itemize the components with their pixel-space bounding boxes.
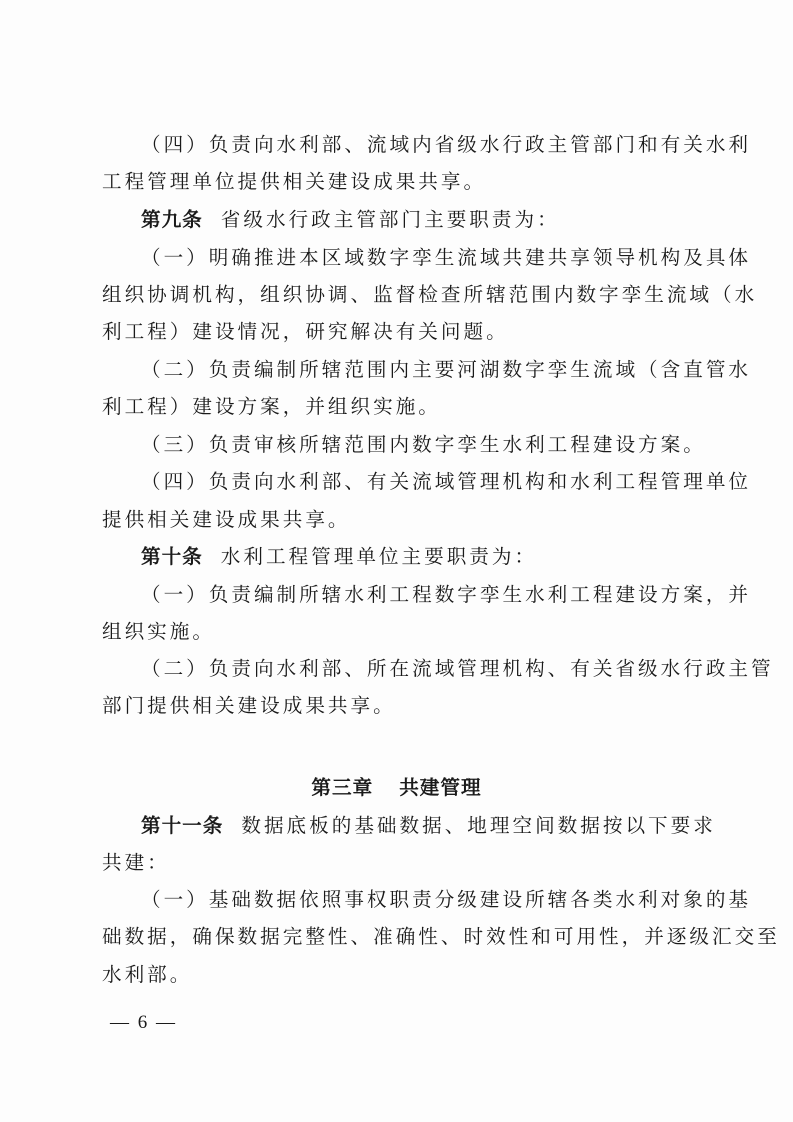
article-11-heading <box>141 814 716 838</box>
page-number: — 6 — <box>110 1012 177 1033</box>
article-label: 第十一条 <box>141 814 224 837</box>
text-line: （二）负责编制所辖范围内主要河湖数字孪生流域（含直管水 <box>141 358 752 381</box>
text-line: （一）明确推进本区域数字孪生流域共建共享领导机构及具体 <box>141 246 752 269</box>
text-line: 提供相关建设成果共享。 <box>102 508 351 531</box>
text-line: 组织实施。 <box>102 620 215 643</box>
text-line: 利工程）建设情况，研究解决有关问题。 <box>102 320 509 343</box>
text-line: 部门提供相关建设成果共享。 <box>102 694 396 717</box>
chapter-heading <box>0 776 793 800</box>
text-line: （四）负责向水利部、流域内省级水行政主管部门和有关水利 <box>141 133 752 156</box>
article-text: 水利工程管理单位主要职责为： <box>220 545 538 568</box>
text-line: 工程管理单位提供相关建设成果共享。 <box>102 170 487 193</box>
chapter-number: 第三章 <box>311 776 374 799</box>
text-line: （四）负责向水利部、有关流域管理机构和水利工程管理单位 <box>141 470 752 493</box>
text-line: 利工程）建设方案，并组织实施。 <box>102 395 441 418</box>
article-label: 第九条 <box>141 208 203 231</box>
article-text: 省级水行政主管部门主要职责为： <box>220 208 560 231</box>
text-line: 水利部。 <box>102 963 193 986</box>
text-line: （一）负责编制所辖水利工程数字孪生水利工程建设方案，并 <box>141 583 752 606</box>
article-label: 第十条 <box>141 545 203 568</box>
article-text: 数据底板的基础数据、地理空间数据按以下要求 <box>241 814 716 837</box>
text-line: 共建： <box>102 851 170 874</box>
text-line: （一）基础数据依照事权职责分级建设所辖各类水利对象的基 <box>141 888 752 911</box>
text-line: 础数据，确保数据完整性、准确性、时效性和可用性，并逐级汇交至 <box>102 925 780 948</box>
article-10-heading <box>141 545 694 569</box>
text-line: （三）负责审核所辖范围内数字孪生水利工程建设方案。 <box>141 433 706 456</box>
text-line: （二）负责向水利部、所在流域管理机构、有关省级水行政主管 <box>141 657 774 680</box>
text-line: 组织协调机构，组织协调、监督检查所辖范围内数字孪生流域（水 <box>102 283 758 306</box>
article-9-heading <box>141 208 694 232</box>
chapter-title: 共建管理 <box>399 776 482 799</box>
